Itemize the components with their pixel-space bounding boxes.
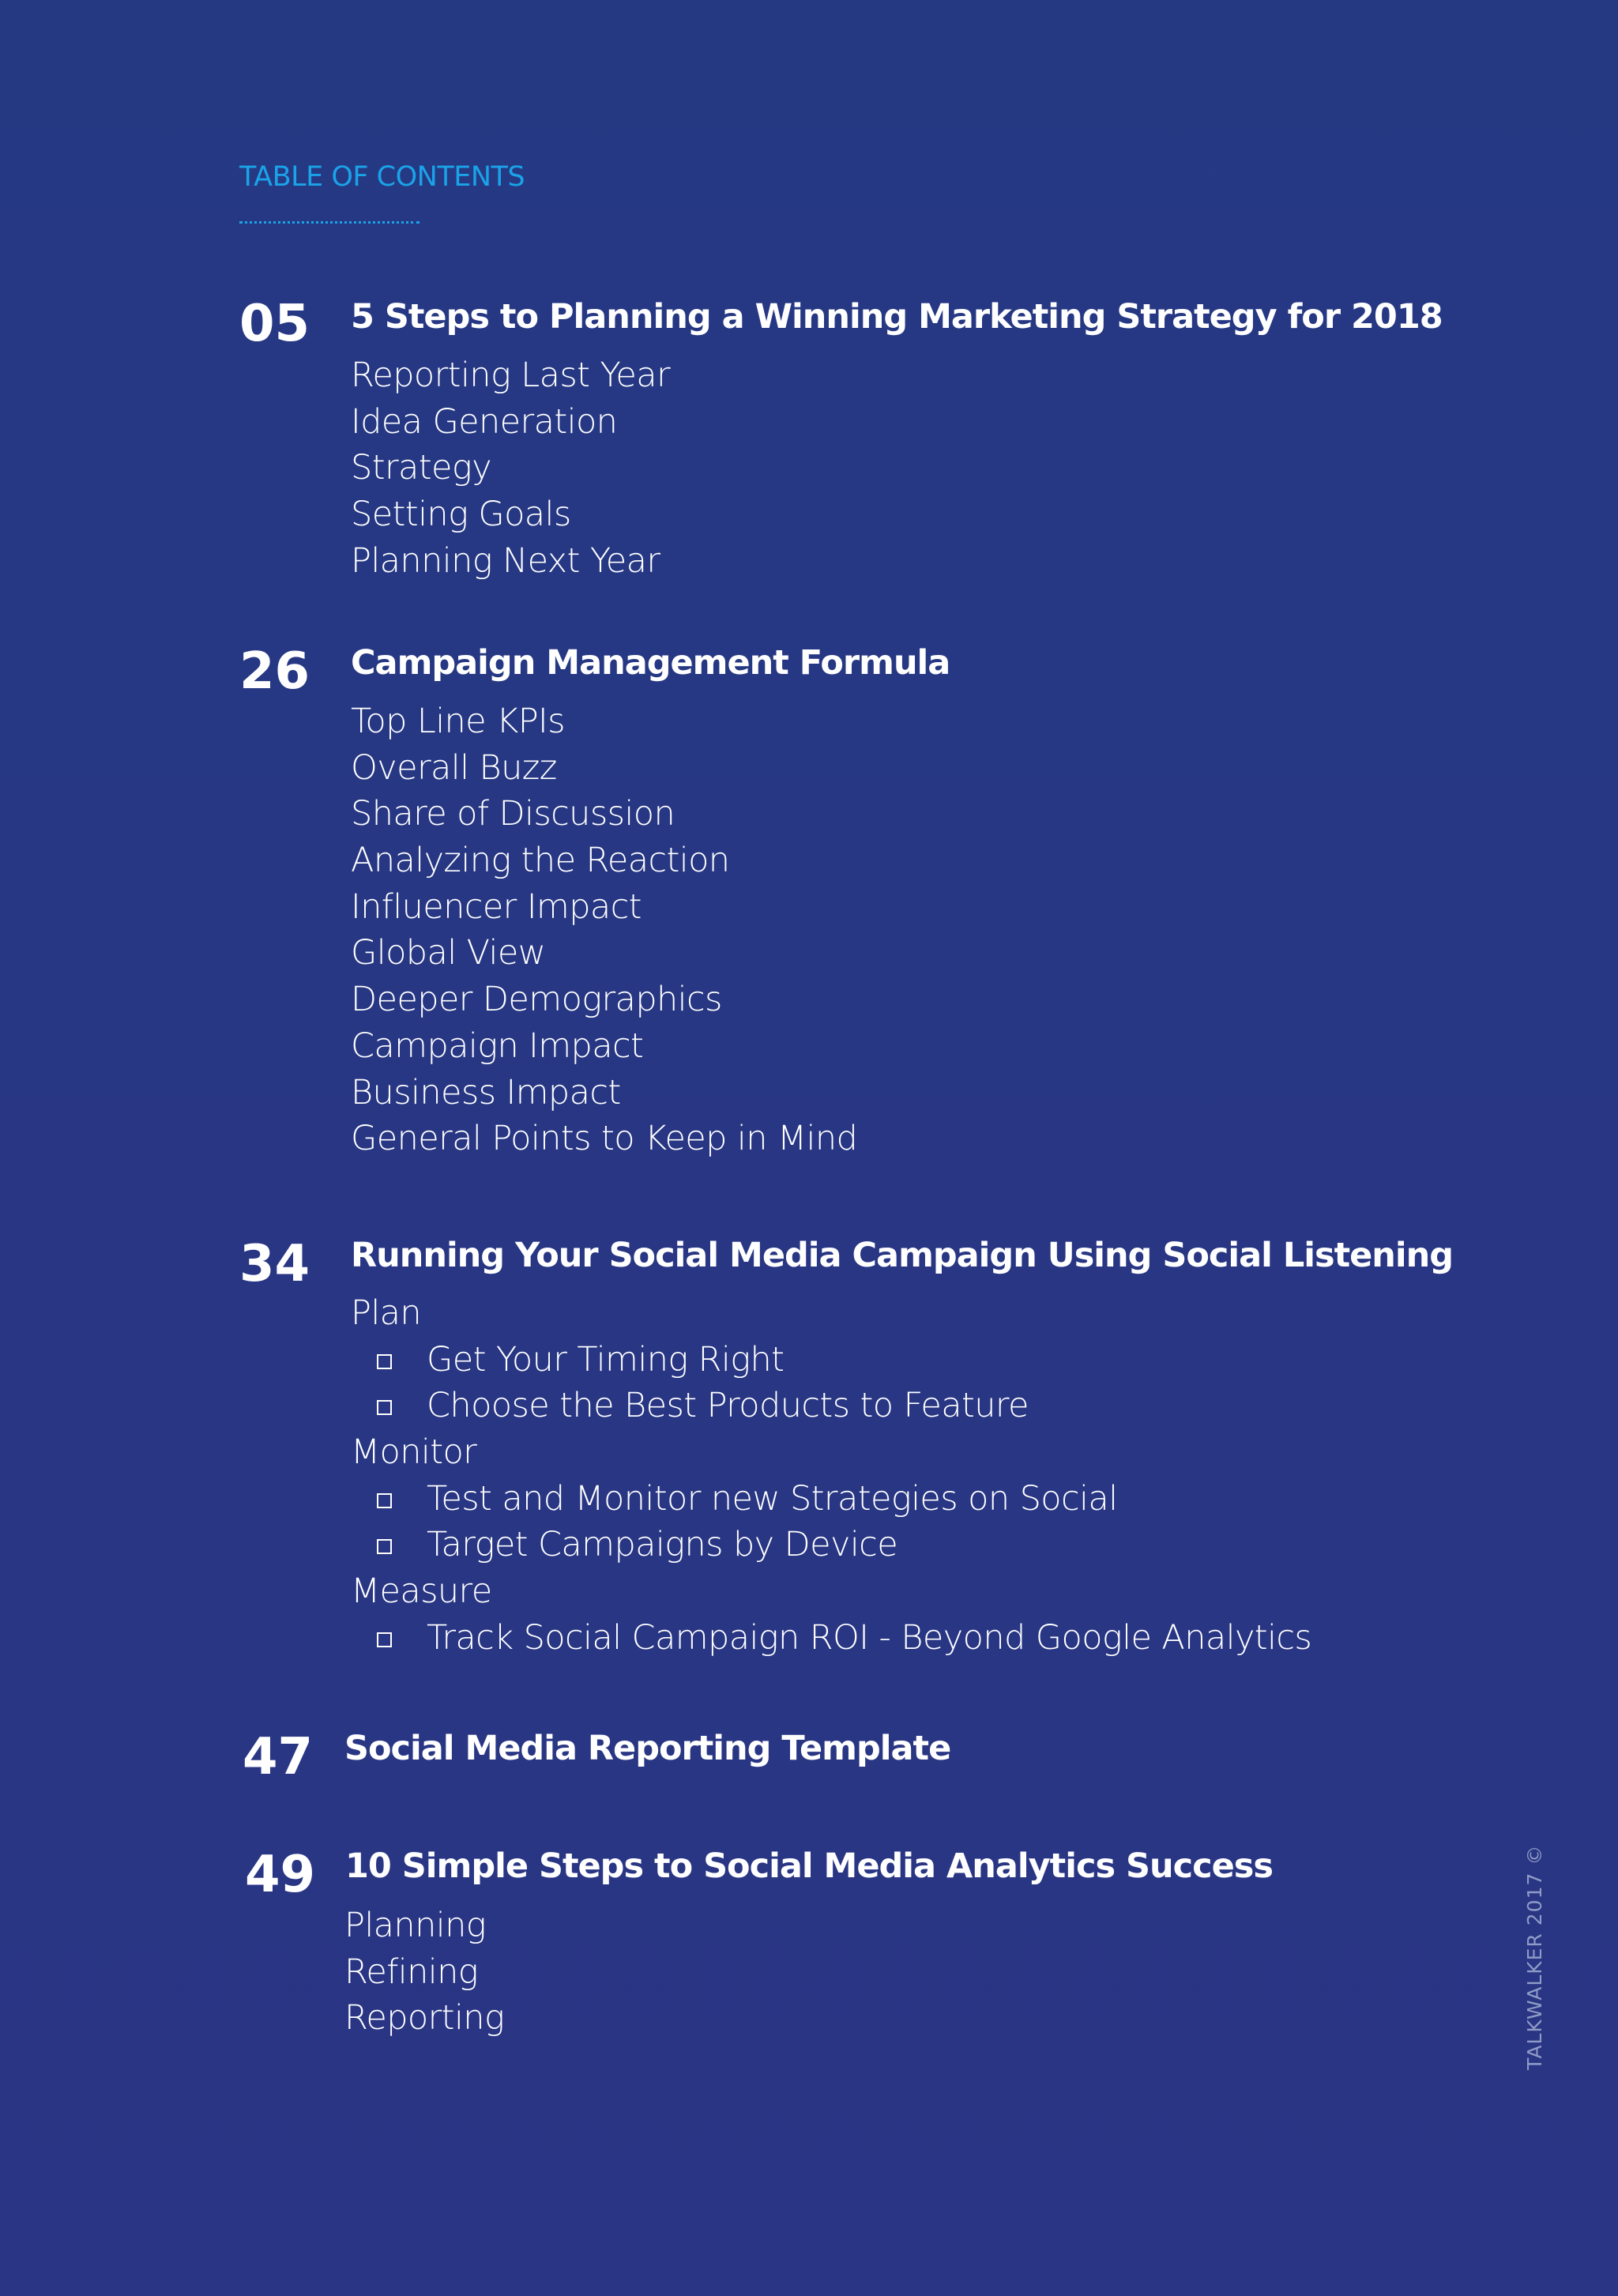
section-item-list [351,698,857,1162]
section-item[interactable]: Refining [344,1952,478,1992]
section-title[interactable]: 5 Steps to Planning a Winning Marketing Strategy for 2018 [351,297,1443,337]
section-item[interactable]: Share of Discussion [351,794,675,834]
section-subitem-label: Track Social Campaign ROI - Beyond Google Analytics [427,1617,1312,1658]
section-page-number[interactable]: 49 [245,1846,316,1904]
section-item[interactable]: Reporting Last Year [351,356,671,395]
section-item[interactable]: Global View [351,933,546,973]
section-item[interactable]: Influencer Impact [351,886,642,927]
section-item[interactable]: Planning [344,1906,486,1945]
section-item[interactable]: Reporting [344,1998,505,2038]
section-item[interactable]: Top Line KPIs [351,702,565,741]
section-subitem-label: Test and Monitor new Strategies on Social [427,1478,1118,1519]
section-item-list [344,1903,504,2042]
section-title[interactable]: Social Media Reporting Template [344,1729,951,1768]
section-title[interactable]: Running Your Social Media Campaign Using Social Listening [351,1236,1454,1275]
checkbox-bullet-icon [377,1632,392,1647]
section-item-list [351,352,670,584]
section-title[interactable]: 10 Simple Steps to Social Media Analytics Success [345,1846,1273,1886]
section-subitem-label: Get Your Timing Right [427,1339,785,1379]
section-subitem-label: Target Campaigns by Device [427,1525,898,1565]
section-item[interactable]: Analyzing the Reaction [351,841,730,881]
section-item[interactable]: Setting Goals [351,495,571,535]
section-item[interactable]: Planning Next Year [351,540,660,581]
section-item[interactable]: Campaign Impact [351,1026,644,1066]
toc-heading-dotted-rule [239,221,420,224]
section-title[interactable]: Campaign Management Formula [351,643,950,683]
section-page-number[interactable]: 34 [239,1235,310,1293]
section-item[interactable]: Deeper Demographics [351,980,722,1020]
section-page-number[interactable]: 47 [243,1728,314,1786]
section-item[interactable]: General Points to Keep in Mind [351,1119,858,1159]
section-item[interactable]: Plan [351,1293,422,1333]
checkbox-bullet-icon [377,1493,392,1508]
copyright-vertical-text: TALKWALKER 2017 © [1523,1844,1546,2070]
section-subitem[interactable] [351,1383,1311,1429]
section-item[interactable]: Monitor [351,1432,477,1473]
checkbox-bullet-icon [377,1400,392,1415]
section-subitem[interactable] [351,1615,1311,1662]
section-subitem[interactable] [351,1476,1311,1523]
section-item[interactable]: Business Impact [351,1072,621,1112]
checkbox-bullet-icon [377,1539,392,1554]
section-item[interactable]: Measure [351,1571,492,1612]
checkbox-bullet-icon [377,1354,392,1369]
section-subitem[interactable] [351,1337,1311,1383]
section-item-list [351,1290,1311,1662]
section-page-number[interactable]: 26 [239,642,310,701]
section-item[interactable]: Idea Generation [351,401,618,442]
section-item[interactable]: Strategy [351,448,491,488]
section-item[interactable]: Overall Buzz [351,747,557,788]
section-subitem-label: Choose the Best Products to Feature [427,1386,1029,1426]
section-subitem[interactable] [351,1522,1311,1568]
toc-heading: TABLE OF CONTENTS [239,161,525,193]
section-page-number[interactable]: 05 [239,295,310,353]
